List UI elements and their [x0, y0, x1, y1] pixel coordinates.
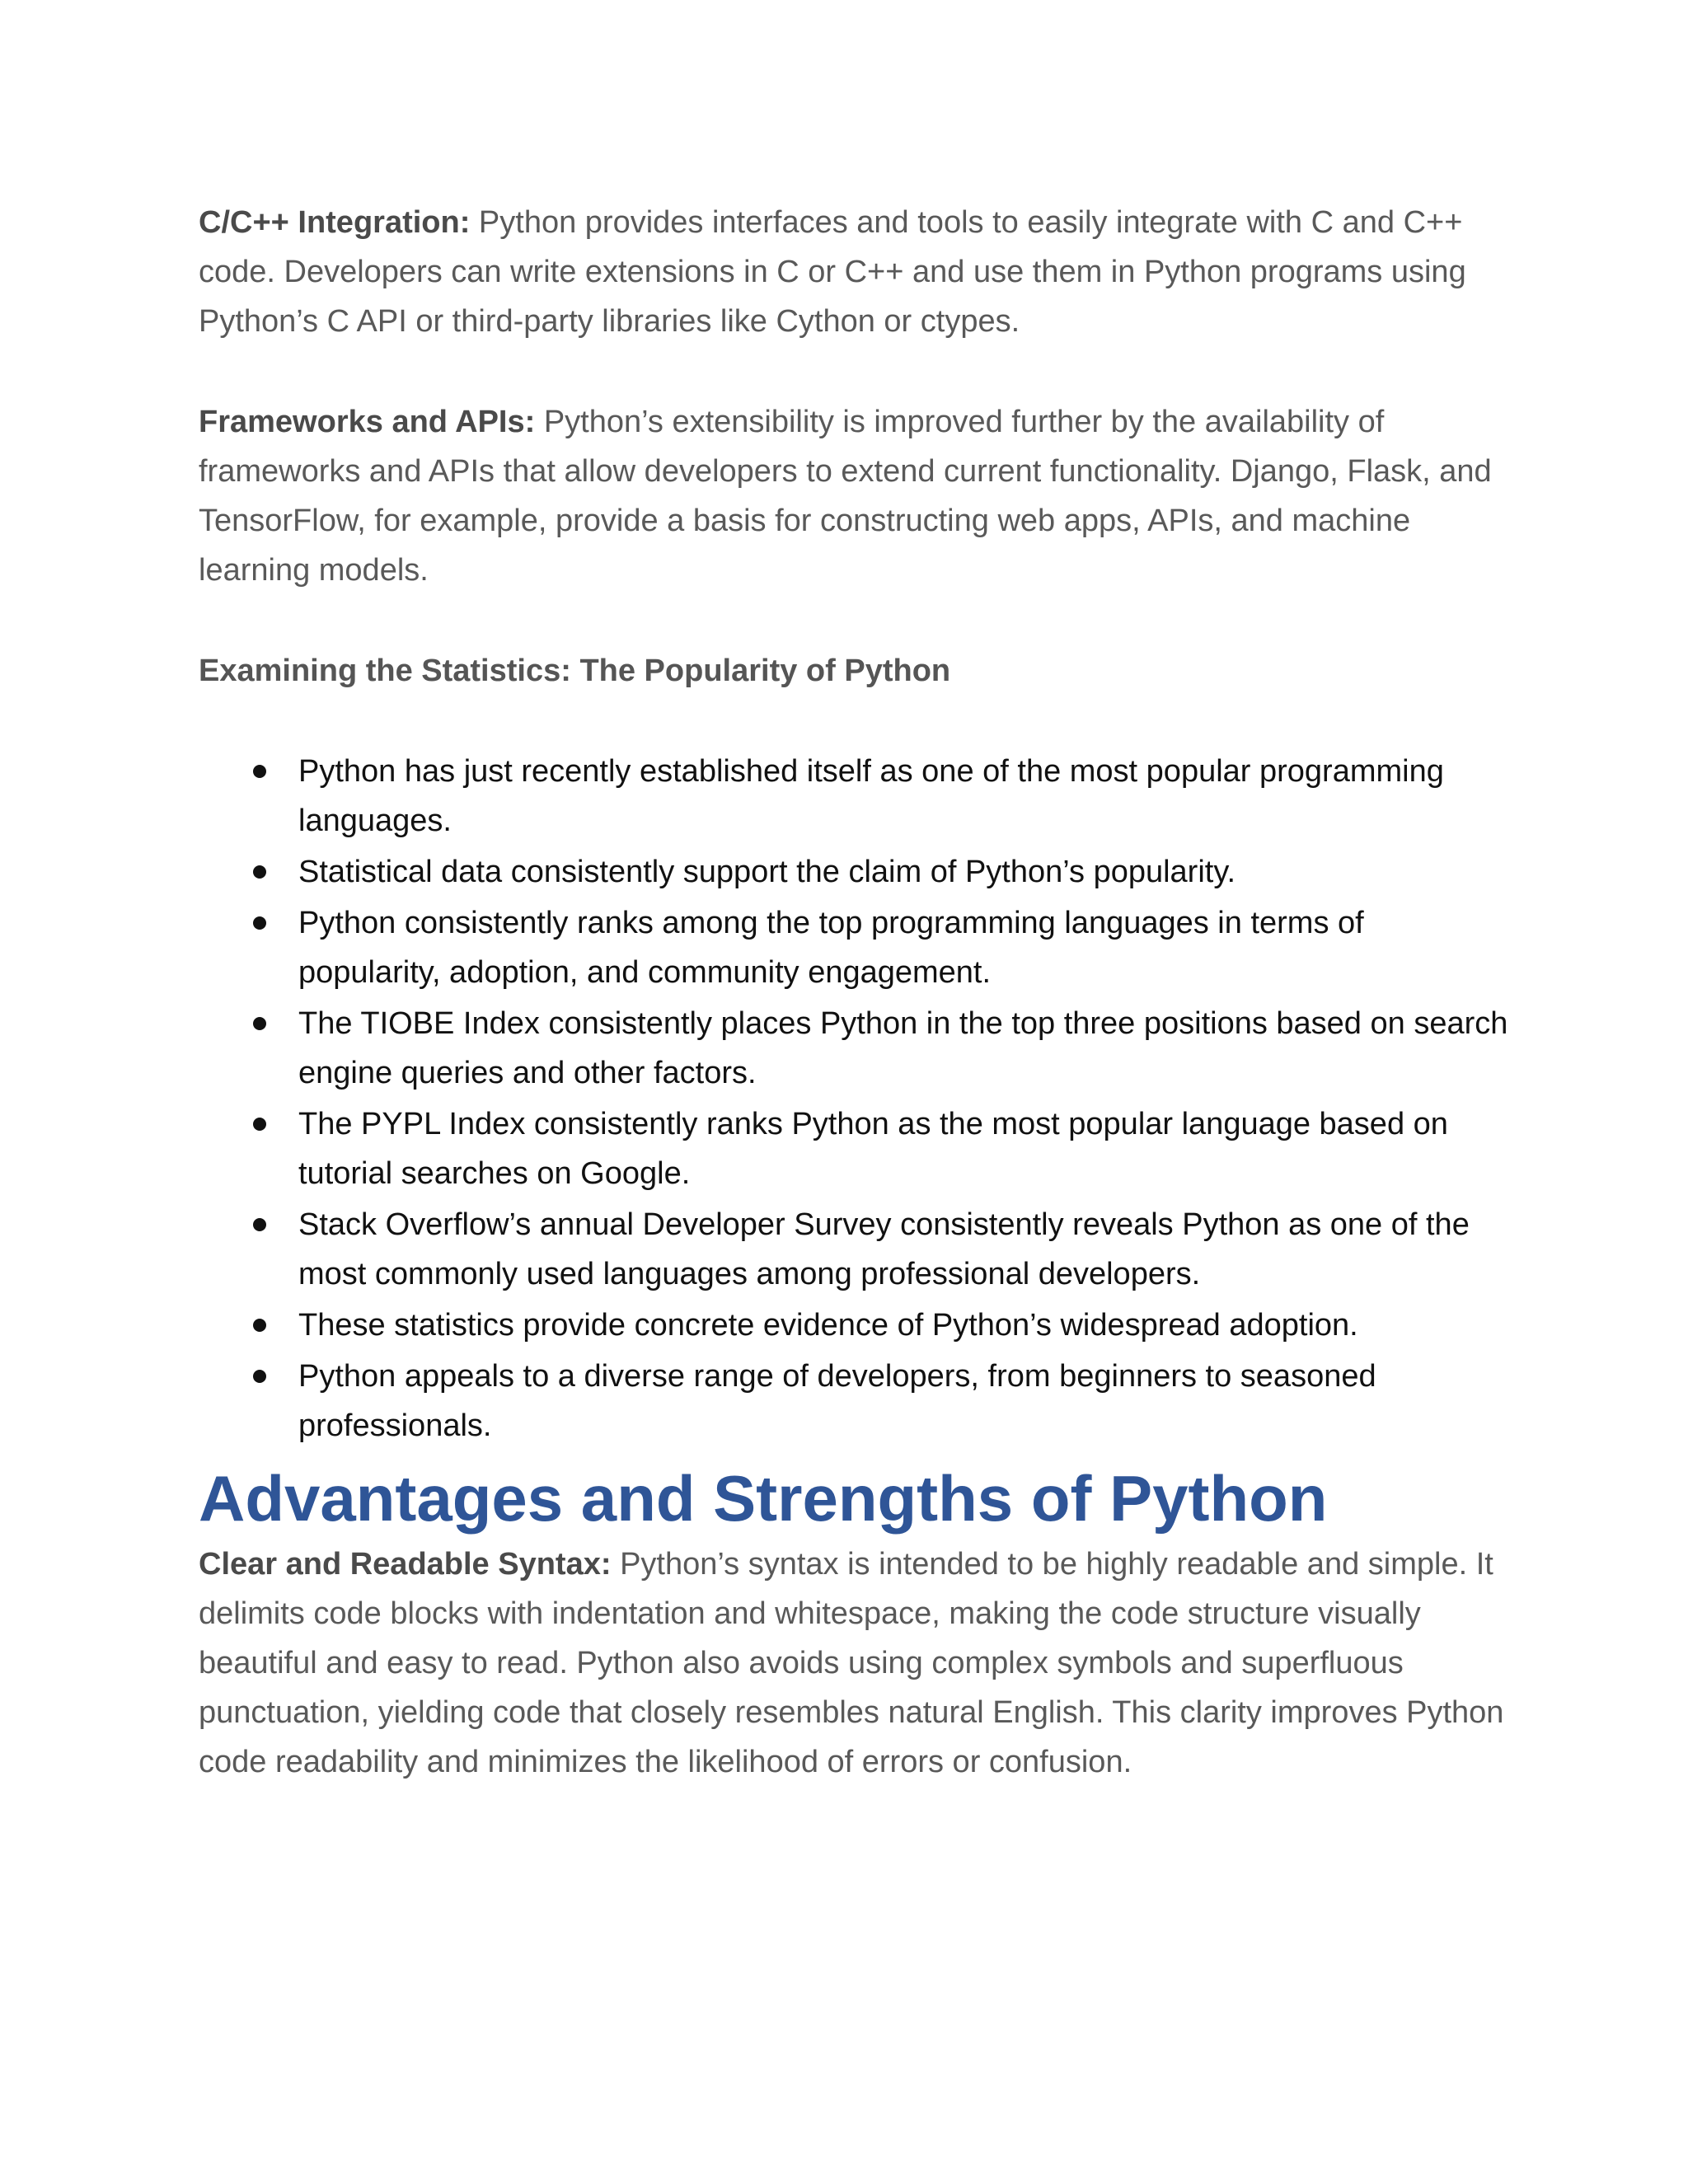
bullet-icon: [253, 916, 266, 930]
bullet-text: Python has just recently established itself as one of the most popular programming languages.: [298, 754, 1444, 838]
stats-heading: Examining the Statistics: The Popularity of Python: [199, 654, 951, 688]
bullet-text: The PYPL Index consistently ranks Python as the most popular language based on tutorial searches on Google.: [298, 1107, 1448, 1191]
bullet-item: [199, 1099, 1509, 1198]
cpp-integration-paragraph: [199, 198, 1509, 346]
bullet-text: These statistics provide concrete evidence of Python’s widespread adoption.: [298, 1308, 1358, 1343]
bullet-item: [199, 747, 1509, 846]
bullet-item: [199, 1200, 1509, 1299]
cpp-integration-label: C/C++ Integration:: [199, 205, 471, 240]
cpp-integration-text: Python provides interfaces and tools to easily integrate with C and C++ code. Developers can write extensions in C or C++ and use them in Python programs using Python’s C API or third-party libraries like Cython or ctypes.: [199, 205, 1466, 339]
bullet-icon: [253, 765, 266, 778]
bullet-item: [199, 999, 1509, 1098]
readable-syntax-label: Clear and Readable Syntax:: [199, 1547, 612, 1582]
bullet-text: Stack Overflow’s annual Developer Survey consistently reveals Python as one of the most commonly used languages among professional developers.: [298, 1207, 1470, 1291]
bullet-item: [199, 1301, 1509, 1350]
readable-syntax-paragraph: [199, 1540, 1509, 1787]
bullet-icon: [253, 1319, 266, 1332]
bullet-icon: [253, 865, 266, 879]
bullet-item: [199, 898, 1509, 997]
frameworks-paragraph: [199, 397, 1509, 595]
readable-syntax-text: Python’s syntax is intended to be highly readable and simple. It delimits code blocks with indentation and whitespace, making the code structure visually beautiful and easy to read. Python also avoids using complex symbols and superfluous punctuation, yielding code that closely resembles natural English. This clarity improves Python code readability and minimizes the likelihood of errors or confusion.: [199, 1547, 1504, 1779]
frameworks-text: Python’s extensibility is improved further by the availability of frameworks and APIs that allow developers to extend current functionality. Django, Flask, and TensorFlow, for example, provide a basis for constructing web apps, APIs, and machine learning models.: [199, 405, 1492, 588]
bullet-text: The TIOBE Index consistently places Python in the top three positions based on search engine queries and other factors.: [298, 1006, 1508, 1090]
bullet-text: Python appeals to a diverse range of developers, from beginners to seasoned professionals.: [298, 1359, 1376, 1443]
bullet-text: Statistical data consistently support the claim of Python’s popularity.: [298, 855, 1236, 889]
frameworks-label: Frameworks and APIs:: [199, 405, 536, 439]
bullet-item: [199, 847, 1509, 897]
page-content: [199, 198, 1509, 1787]
bullet-text: Python consistently ranks among the top programming languages in terms of popularity, adoption, and community engagement.: [298, 906, 1364, 990]
bullet-icon: [253, 1118, 266, 1131]
bullet-item: [199, 1352, 1509, 1451]
bullet-icon: [253, 1370, 266, 1383]
bullet-icon: [253, 1017, 266, 1030]
bullet-icon: [253, 1218, 266, 1231]
popularity-bullet-list: [199, 747, 1509, 1451]
section-title: Advantages and Strengths of Python: [199, 1462, 1328, 1535]
